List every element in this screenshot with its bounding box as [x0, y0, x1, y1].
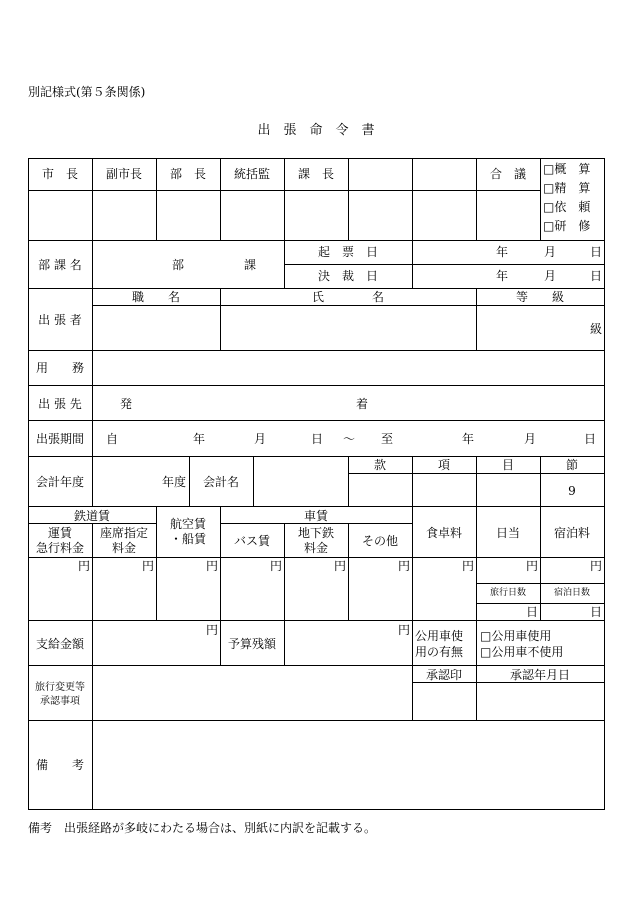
- travel-days-label: 旅行日数: [489, 588, 527, 598]
- role-consultation: 合 議: [489, 167, 527, 181]
- dept-bu: 部: [172, 258, 185, 272]
- setsu-value: 9: [568, 484, 576, 498]
- stamp-mayor[interactable]: [29, 191, 92, 240]
- role-mayor: 市 長: [41, 167, 79, 181]
- traveler-label: 出 張 者: [38, 313, 82, 327]
- yen-unit: 円: [589, 559, 602, 573]
- draft-month: 月: [544, 245, 557, 259]
- yen-unit: 円: [397, 559, 410, 573]
- official-car-label-2: 用の有無: [415, 645, 464, 659]
- lodging-days-label: 宿泊日数: [553, 588, 591, 598]
- yen-unit: 円: [141, 559, 154, 573]
- travel-days-unit: 日: [525, 605, 538, 619]
- role-director: 部 長: [169, 167, 207, 181]
- form-title: 出 張 命 令 書: [257, 123, 375, 138]
- purpose-field[interactable]: [93, 351, 604, 385]
- remarks-label: 備 考: [35, 758, 85, 772]
- payment-yen-unit: 円: [205, 623, 218, 637]
- role-general-supervisor: 統括監: [233, 167, 271, 181]
- vehicle-fare-header: 車賃: [303, 509, 329, 523]
- ship-fare-header: ・船賃: [169, 532, 207, 546]
- stamp-general-supervisor[interactable]: [221, 191, 284, 240]
- period-from-year: 年: [193, 432, 206, 446]
- destination-label: 出 張 先: [38, 397, 82, 411]
- departure-label: 発: [120, 397, 133, 411]
- period-tilde: ～: [343, 432, 356, 446]
- stamp-section-chief[interactable]: [285, 191, 348, 240]
- checkbox-official-car-no-use[interactable]: □公用車不使用: [480, 645, 564, 659]
- grade-unit: 級: [590, 322, 603, 336]
- budget-remaining-label: 予算残額: [227, 637, 277, 651]
- travel-change-label-1: 旅行変更等: [35, 682, 85, 693]
- name-field[interactable]: [221, 306, 476, 350]
- approval-stamp-header: 承認印: [425, 668, 463, 682]
- purpose-label: 用 務: [35, 361, 85, 375]
- setsu-header: 節: [565, 458, 579, 472]
- role-deputy-mayor: 副市長: [105, 167, 143, 181]
- travel-change-label-2: 承認事項: [40, 696, 80, 707]
- checkbox-estimate[interactable]: □概 算: [543, 162, 591, 176]
- dept-ka: 課: [244, 258, 257, 272]
- period-from: 自: [106, 432, 119, 446]
- fiscal-year-label: 会計年度: [35, 475, 85, 489]
- express-fee-header: 急行料金: [35, 541, 85, 555]
- daily-allowance-header: 日当: [495, 526, 521, 540]
- approval-year: 年: [496, 269, 509, 283]
- reserved-seat-fee-header: 料金: [111, 541, 137, 555]
- account-name-label: 会計名: [202, 475, 240, 489]
- yen-unit: 円: [77, 559, 90, 573]
- position-header: 職 名: [131, 290, 181, 304]
- budget-yen-unit: 円: [397, 623, 410, 637]
- draft-day: 日: [590, 245, 603, 259]
- checkbox-training[interactable]: □研 修: [543, 219, 591, 233]
- period-from-month: 月: [254, 432, 267, 446]
- yen-unit: 円: [461, 559, 474, 573]
- meal-allowance-header: 食卓料: [425, 526, 463, 540]
- name-header: 氏 名: [311, 290, 385, 304]
- period-to: 至: [381, 432, 394, 446]
- official-car-label-1: 公用車使: [415, 629, 464, 643]
- approval-month: 月: [544, 269, 557, 283]
- moku-header: 目: [501, 458, 515, 472]
- stamp-director[interactable]: [157, 191, 220, 240]
- form-style-label: 別記様式(第５条関係): [28, 85, 146, 99]
- approval-day: 日: [590, 269, 603, 283]
- period-from-day: 日: [311, 432, 324, 446]
- role-section-chief: 課 長: [297, 167, 335, 181]
- payment-amount-label: 支給金額: [35, 637, 85, 651]
- draft-year: 年: [496, 245, 509, 259]
- approval-date-header: 承認年月日: [509, 668, 571, 682]
- travel-change-field[interactable]: [93, 666, 412, 720]
- lodging-days-unit: 日: [589, 605, 602, 619]
- fare-header: 運賃: [47, 526, 73, 540]
- subway-fee-header: 料金: [303, 541, 329, 555]
- other-header: その他: [361, 534, 399, 548]
- position-field[interactable]: [93, 306, 220, 350]
- checkbox-request[interactable]: □依 頼: [543, 200, 591, 214]
- period-to-day: 日: [584, 432, 597, 446]
- yen-unit: 円: [333, 559, 346, 573]
- approval-date-label: 決 裁 日: [317, 269, 379, 283]
- ko-header: 項: [437, 458, 451, 472]
- checkbox-official-car-use[interactable]: □公用車使用: [480, 629, 552, 643]
- kan-header: 款: [373, 458, 387, 472]
- yen-unit: 円: [269, 559, 282, 573]
- yen-unit: 円: [205, 559, 218, 573]
- arrival-label: 着: [356, 397, 369, 411]
- checkbox-settlement[interactable]: □精 算: [543, 181, 591, 195]
- reserved-seat-header: 座席指定: [99, 526, 149, 540]
- period-label: 出張期間: [35, 432, 85, 446]
- fiscal-year-unit: 年度: [162, 475, 187, 489]
- grade-header: 等 級: [515, 290, 565, 304]
- subway-header: 地下鉄: [297, 526, 335, 540]
- remarks-field[interactable]: [93, 721, 604, 809]
- yen-unit: 円: [525, 559, 538, 573]
- dept-label: 部 課 名: [38, 258, 82, 272]
- draft-date-label: 起 票 日: [317, 245, 379, 259]
- stamp-deputy-mayor[interactable]: [93, 191, 156, 240]
- airfare-header: 航空賃: [169, 517, 207, 531]
- bus-fare-header: バス賃: [233, 534, 271, 548]
- lodging-fee-header: 宿泊料: [553, 526, 591, 540]
- footer-note: 備考 出張経路が多岐にわたる場合は、別紙に内訳を記載する。: [28, 821, 377, 835]
- period-to-month: 月: [524, 432, 537, 446]
- railway-fare-header: 鉄道賃: [73, 509, 111, 523]
- period-to-year: 年: [462, 432, 475, 446]
